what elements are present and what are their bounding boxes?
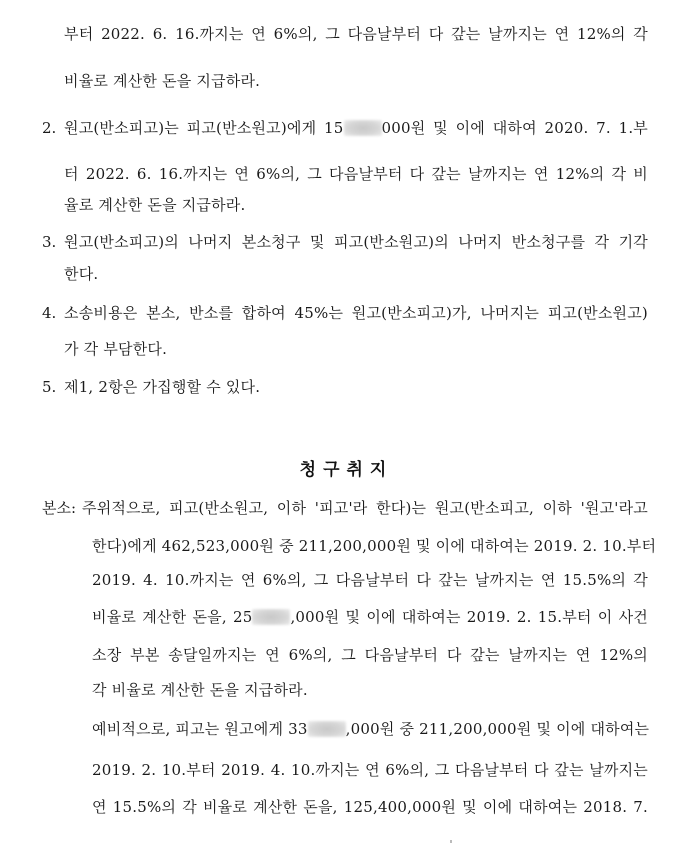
continuation-line-2: 비율로 계산한 돈을 지급하라. bbox=[64, 72, 261, 90]
primary-claim-line-2: 한다)에게 462,523,000원 중 211,200,000원 및 이에 대하여는 2019. 2. 10.부터 bbox=[92, 537, 657, 555]
item-number-3: 3. bbox=[42, 233, 57, 251]
secondary-claim-line-1 bbox=[92, 719, 648, 739]
item-2-text-post: 000원 및 이에 대하여 2020. 7. 1.부 bbox=[381, 119, 648, 137]
redaction-block bbox=[308, 721, 346, 737]
item-2-text-pre: 원고(반소피고)는 피고(반소원고)에게 15 bbox=[64, 119, 344, 137]
scan-speck bbox=[450, 840, 452, 843]
primary-claim-line-1: 주위적으로, 피고(반소원고, 이하 '피고'라 한다)는 원고(반소피고, 이하 '원고'라고 bbox=[82, 499, 648, 517]
secondary-line-1-pre: 예비적으로, 피고는 원고에게 33 bbox=[92, 720, 308, 738]
item-4-line-1: 소송비용은 본소, 반소를 합하여 45%는 원고(반소피고)가, 나머지는 피고(반소원고) bbox=[64, 304, 648, 322]
claim-label: 본소: bbox=[42, 499, 77, 517]
secondary-line-1-post: ,000원 중 211,200,000원 및 이에 대하여는 bbox=[345, 720, 650, 738]
secondary-claim-line-2: 2019. 2. 10.부터 2019. 4. 10.까지는 연 6%의, 그 다음날부터 다 갚는 날까지는 bbox=[92, 761, 648, 779]
primary-line-4-pre: 비율로 계산한 돈을, 25 bbox=[92, 608, 253, 626]
item-number-4: 4. bbox=[42, 304, 57, 322]
item-2-line-1 bbox=[64, 118, 648, 138]
item-number-2: 2. bbox=[42, 119, 57, 137]
continuation-line-1: 부터 2022. 6. 16.까지는 연 6%의, 그 다음날부터 다 갚는 날까지는 연 12%의 각 bbox=[64, 25, 648, 43]
item-4-line-2: 가 각 부담한다. bbox=[64, 340, 168, 358]
secondary-claim-line-3: 연 15.5%의 각 비율로 계산한 돈을, 125,400,000원 및 이에 대하여는 2018. 7. bbox=[92, 798, 648, 816]
primary-claim-line-4 bbox=[92, 607, 648, 627]
section-title: 청구취지 bbox=[299, 460, 394, 480]
item-3-line-2: 한다. bbox=[64, 265, 99, 283]
primary-claim-line-3: 2019. 4. 10.까지는 연 6%의, 그 다음날부터 다 갚는 날까지는 연 15.5%의 각 bbox=[92, 571, 648, 589]
primary-claim-line-5: 소장 부본 송달일까지는 연 6%의, 그 다음날부터 다 갚는 날까지는 연 12%의 bbox=[92, 646, 648, 664]
redaction-block bbox=[252, 609, 290, 625]
item-3-line-1: 원고(반소피고)의 나머지 본소청구 및 피고(반소원고)의 나머지 반소청구를 각 기각 bbox=[64, 233, 648, 251]
primary-line-4-post: ,000원 및 이에 대하여는 2019. 2. 15.부터 이 사건 bbox=[290, 608, 648, 626]
item-2-line-3: 율로 계산한 돈을 지급하라. bbox=[64, 196, 246, 214]
primary-claim-line-6: 각 비율로 계산한 돈을 지급하라. bbox=[92, 681, 308, 699]
item-5-line-1: 제1, 2항은 가집행할 수 있다. bbox=[64, 378, 261, 396]
item-number-5: 5. bbox=[42, 378, 57, 396]
redaction-block bbox=[344, 120, 382, 136]
item-2-line-2: 터 2022. 6. 16.까지는 연 6%의, 그 다음날부터 다 갚는 날까지는 연 12%의 각 비 bbox=[64, 165, 648, 183]
